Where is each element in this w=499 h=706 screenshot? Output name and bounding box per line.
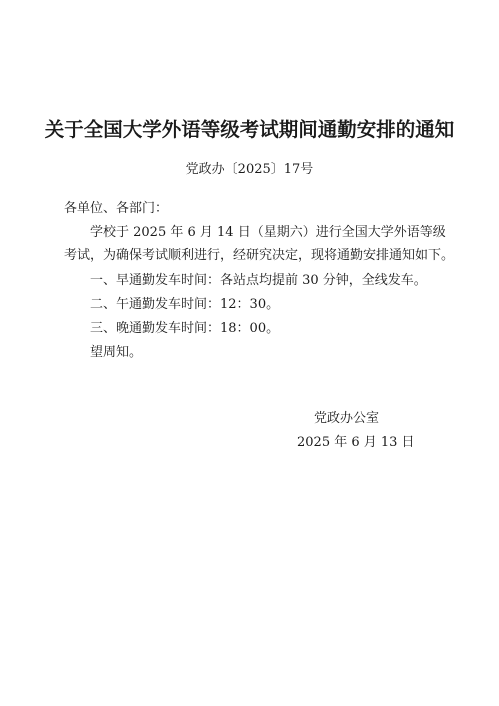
noon-schedule-item: 二、午通勤发车时间：12：30。 xyxy=(90,297,280,312)
issue-date: 2025 年 6 月 13 日 xyxy=(297,435,415,450)
evening-schedule-item: 三、晚通勤发车时间：18：00。 xyxy=(90,321,280,336)
issuer-signature: 党政办公室 xyxy=(314,411,380,426)
morning-schedule-item: 一、早通勤发车时间：各站点均提前 30 分钟，全线发车。 xyxy=(90,273,427,288)
document-number: 党政办〔2025〕17号 xyxy=(185,162,314,177)
addressee: 各单位、各部门： xyxy=(64,201,169,216)
body-paragraph-line: 考试，为确保考试顺利进行，经研究决定，现将通勤安排通知如下。 xyxy=(64,248,455,263)
document-title: 关于全国大学外语等级考试期间通勤安排的通知 xyxy=(44,118,455,141)
body-paragraph-line: 学校于 2025 年 6 月 14 日（星期六）进行全国大学外语等级 xyxy=(90,225,446,240)
closing-line: 望周知。 xyxy=(90,345,143,360)
